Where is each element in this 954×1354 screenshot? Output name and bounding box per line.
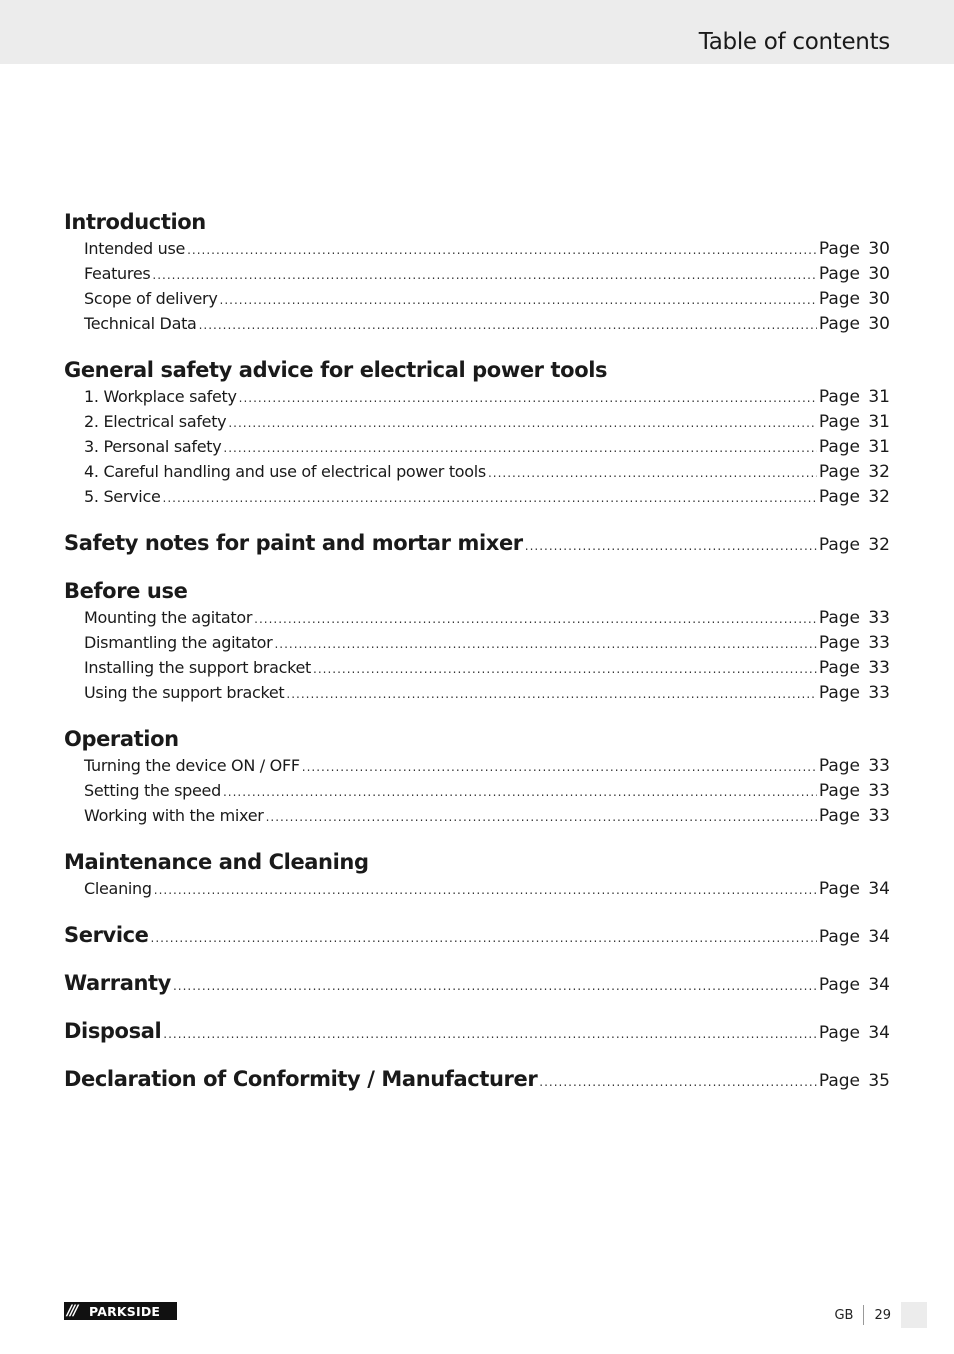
- dot-leader: [266, 805, 817, 830]
- toc-entry[interactable]: [84, 803, 890, 828]
- page-reference: Page 34: [818, 975, 890, 995]
- entry-label: Installing the support bracket: [84, 658, 312, 677]
- dot-leader: [539, 1068, 817, 1096]
- entry-label: 3. Personal safety: [84, 437, 222, 456]
- entry-list: [64, 605, 890, 705]
- toc-entry[interactable]: [84, 655, 890, 680]
- toc-section: [64, 208, 890, 336]
- dot-leader: [488, 461, 817, 486]
- toc-entry[interactable]: [84, 484, 890, 509]
- page-reference: Page 30: [818, 239, 890, 259]
- table-of-contents: [64, 208, 890, 1113]
- toc-section: [64, 1065, 890, 1093]
- page-reference: Page 30: [818, 314, 890, 334]
- entry-label: 5. Service: [84, 487, 161, 506]
- page-reference: Page 35: [818, 1071, 890, 1091]
- dot-leader: [187, 238, 817, 263]
- entry-label: Dismantling the agitator: [84, 633, 273, 652]
- page-title: Table of contents: [698, 29, 890, 55]
- page-reference: Page 33: [818, 806, 890, 826]
- section-heading[interactable]: General safety advice for electrical power tools: [64, 358, 608, 382]
- entry-label: Working with the mixer: [84, 806, 264, 825]
- entry-list: [64, 876, 890, 901]
- parkside-logo: [64, 1302, 177, 1320]
- page-reference: Page 34: [818, 879, 890, 899]
- header-bar: [0, 0, 954, 64]
- toc-entry[interactable]: [84, 753, 890, 778]
- page-reference: Page 33: [818, 781, 890, 801]
- entry-label: Mounting the agitator: [84, 608, 253, 627]
- dot-leader: [525, 532, 817, 560]
- logo-slashes: ///: [67, 1303, 77, 1319]
- entry-label: Scope of delivery: [84, 289, 218, 308]
- footer-tab-box: [901, 1302, 927, 1328]
- toc-entry[interactable]: [84, 605, 890, 630]
- page-number: 29: [874, 1307, 891, 1323]
- page-reference: Page 32: [818, 535, 890, 555]
- toc-entry[interactable]: [84, 261, 890, 286]
- toc-heading-entry[interactable]: [64, 921, 890, 949]
- section-heading[interactable]: Introduction: [64, 210, 206, 234]
- page-reference: Page 33: [818, 658, 890, 678]
- entry-label: Technical Data: [84, 314, 197, 333]
- dot-leader: [223, 780, 817, 805]
- entry-label: 1. Workplace safety: [84, 387, 237, 406]
- toc-entry[interactable]: [84, 384, 890, 409]
- section-heading[interactable]: Before use: [64, 579, 188, 603]
- toc-entry[interactable]: [84, 876, 890, 901]
- entry-label: Cleaning: [84, 879, 152, 898]
- entry-label: Setting the speed: [84, 781, 221, 800]
- toc-entry[interactable]: [84, 778, 890, 803]
- toc-section: [64, 848, 890, 901]
- page-reference: Page 33: [818, 608, 890, 628]
- page-reference: Page 34: [818, 1023, 890, 1043]
- section-heading[interactable]: Operation: [64, 727, 179, 751]
- toc-heading-entry[interactable]: [64, 969, 890, 997]
- page-reference: Page 31: [818, 437, 890, 457]
- toc-entry[interactable]: [84, 630, 890, 655]
- section-heading: Disposal: [64, 1019, 162, 1043]
- dot-leader: [254, 607, 817, 632]
- dot-leader: [199, 313, 817, 338]
- toc-entry[interactable]: [84, 434, 890, 459]
- dot-leader: [228, 411, 817, 436]
- dot-leader: [220, 288, 817, 313]
- toc-heading-entry[interactable]: [64, 1065, 890, 1093]
- page-reference: Page 32: [818, 487, 890, 507]
- page-reference: Page 30: [818, 289, 890, 309]
- page-reference: Page 31: [818, 412, 890, 432]
- dot-leader: [154, 878, 817, 903]
- section-heading[interactable]: Maintenance and Cleaning: [64, 850, 369, 874]
- page-reference: Page 31: [818, 387, 890, 407]
- dot-leader: [274, 632, 816, 657]
- toc-heading-entry[interactable]: [64, 529, 890, 557]
- entry-label: Using the support bracket: [84, 683, 285, 702]
- logo-text: PARKSIDE: [89, 1303, 161, 1319]
- page-reference: Page 33: [818, 683, 890, 703]
- toc-section: [64, 725, 890, 828]
- page-reference: Page 32: [818, 462, 890, 482]
- entry-label: 4. Careful handling and use of electrical power tools: [84, 462, 486, 481]
- toc-section: [64, 356, 890, 509]
- entry-list: [64, 384, 890, 509]
- dot-leader: [151, 924, 817, 952]
- toc-entry[interactable]: [84, 236, 890, 261]
- toc-heading-entry[interactable]: [64, 1017, 890, 1045]
- toc-entry[interactable]: [84, 680, 890, 705]
- toc-entry[interactable]: [84, 459, 890, 484]
- dot-leader: [163, 486, 817, 511]
- page-reference: Page 34: [818, 927, 890, 947]
- dot-leader: [163, 1020, 817, 1048]
- toc-entry[interactable]: [84, 409, 890, 434]
- toc-entry[interactable]: [84, 286, 890, 311]
- dot-leader: [152, 263, 816, 288]
- toc-section: [64, 969, 890, 997]
- entry-label: Features: [84, 264, 151, 283]
- dot-leader: [239, 386, 817, 411]
- language-code: GB: [834, 1307, 854, 1323]
- toc-section: [64, 529, 890, 557]
- toc-section: [64, 577, 890, 705]
- page-reference: Page 33: [818, 633, 890, 653]
- dot-leader: [302, 755, 817, 780]
- dot-leader: [223, 436, 816, 461]
- footer-meta: [834, 1302, 927, 1328]
- entry-list: [64, 753, 890, 828]
- toc-entry[interactable]: [84, 311, 890, 336]
- section-heading: Declaration of Conformity / Manufacturer: [64, 1067, 538, 1091]
- dot-leader: [173, 972, 817, 1000]
- entry-label: 2. Electrical safety: [84, 412, 227, 431]
- dot-leader: [286, 682, 816, 707]
- section-heading: Warranty: [64, 971, 171, 995]
- entry-label: Turning the device ON / OFF: [84, 756, 300, 775]
- toc-section: [64, 921, 890, 949]
- section-heading: Safety notes for paint and mortar mixer: [64, 531, 523, 555]
- page-reference: Page 30: [818, 264, 890, 284]
- section-heading: Service: [64, 923, 149, 947]
- dot-leader: [313, 657, 817, 682]
- page-reference: Page 33: [818, 756, 890, 776]
- entry-list: [64, 236, 890, 336]
- entry-label: Intended use: [84, 239, 186, 258]
- toc-section: [64, 1017, 890, 1045]
